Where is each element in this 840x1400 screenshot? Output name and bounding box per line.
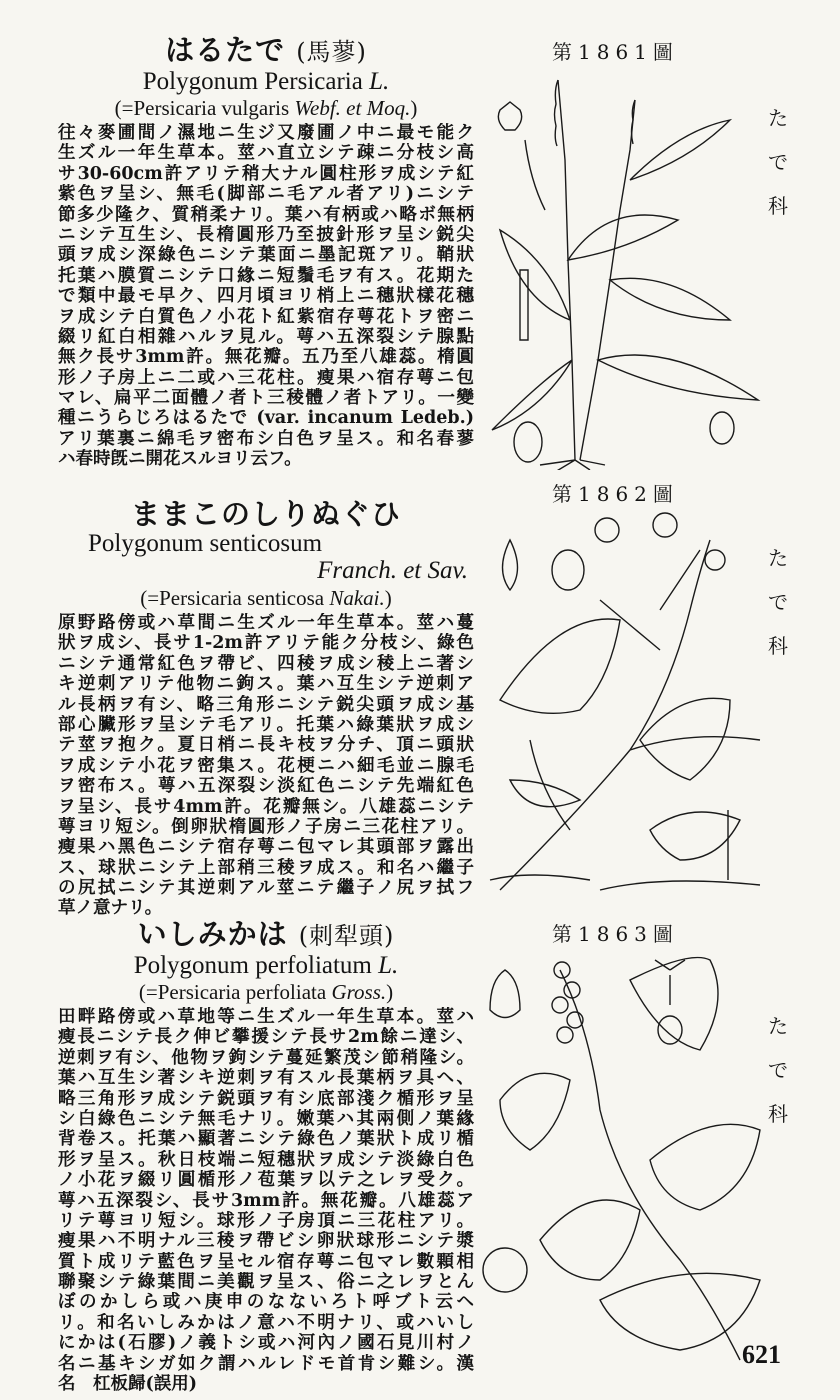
description-line: 萼ハ五深裂シ、長サ3mm許。無花瓣。八雄蕊ア [58,1190,474,1211]
description-line: キ逆刺アリテ他物ニ鉤ス。葉ハ互生シテ逆刺ア [58,674,474,695]
synonym-close: ) [384,586,392,610]
entry-title [58,34,474,68]
description-line: 部心臟形ヲ呈シテ毛アリ。托葉ハ綠葉狀ヲ成シ [58,714,474,735]
entry-description [58,613,474,919]
description-line: ス、球狀ニシテ上部稍三稜ヲ成ス。和名ハ繼子 [58,857,474,878]
title-kana: ままこのしりぬぐひ [130,497,401,531]
description-line: 瘦果ハ不明ナル三稜ヲ帶ビシ卵狀球形ニシテ漿 [58,1231,474,1252]
latin-author: L. [378,952,399,979]
latin-author: L. [369,68,390,95]
entry-ishimikawa [58,918,474,1394]
description-line: 草ノ意ナリ。 [58,898,163,919]
description-line: 無ク長サ3mm許。無花瓣。五乃至八雄蕊。楕圓 [58,347,474,368]
synonym-author: Gross. [331,980,387,1004]
description-line: 頭ヲ成シ深綠色ニシテ葉面ニ墨記斑アリ。鞘狀 [58,245,474,266]
description-line: シ白綠色ニシテ無毛ナリ。嫩葉ハ其兩側ノ葉緣 [58,1108,474,1129]
description-line: 葉ハ互生シ著シキ逆刺ヲ有スル長葉柄ヲ具ヘ、 [58,1068,474,1089]
description-line: 原野路傍或ハ草間ニ生ズル一年生草本。莖ハ蔓 [58,613,474,633]
family-label: たで科 [768,546,788,658]
description-line: 綴リ紅白相雜ハルヲ見ル。萼ハ五深裂シテ腺點 [58,326,474,347]
description-line: ニシテ互生シ、長楕圓形乃至披針形ヲ呈シ鋭尖 [58,224,474,245]
entry-harutade [58,34,474,470]
description-line: マレ、扁平二面體ノ者ト三稜體ノ者トアリ。一變 [58,388,474,409]
synonym-author: Nakai. [329,586,385,610]
entry-mamakonoshirinugui [58,498,474,919]
description-line: 瘦長ニシテ長ク伸ビ攀援シテ長サ2m餘ニ達シ、 [58,1027,474,1048]
description-line: 種ニうらじろはるたで (var. incanum Ledeb.) [58,408,474,429]
description-line: ぼのかしら或ハ庚申のなないろト呼ブト云ヘ [58,1292,474,1313]
synonym [58,95,474,121]
description-line: ル長柄ヲ有シ、略三角形ニシテ鋭尖頭ヲ成シ基 [58,694,474,715]
description-line: 萼ヨリ短シ。倒卵狀楕圓形ノ子房ニ三花柱アリ。 [58,816,474,837]
figure-label: 第1861圖 [552,40,679,64]
latin-name [58,530,474,557]
latin-name [58,68,474,95]
description-line: ヲ密布ス。萼ハ五深裂シ淡紅色ニシテ先端紅色 [58,776,474,797]
description-line: ノ小花ヲ綴リ圓楯形ノ苞葉ヲ以テ之レヲ受ク。 [58,1170,474,1191]
description-line: テ莖ヲ抱ク。夏日梢ニ長キ枝ヲ分チ、頂ニ頭狀 [58,735,474,756]
description-line: 往々麥圃間ノ濕地ニ生ジ又廢圃ノ中ニ最モ能ク [58,123,474,143]
entry-title [58,918,474,952]
illustration-ishimikawa [480,940,770,1370]
description-line: 狀ヲ成シ、長サ1-2m許アリテ能ク分枝シ、綠色 [58,633,474,654]
description-line: ヲ成シテ白質色ノ小花ト紅紫宿存萼花トヲ密ニ [58,306,474,327]
description-line: ヲ呈シ、長サ4mm許。花瓣無シ。八雄蕊ニシテ [58,796,474,817]
description-line: 形ヲ呈ス。秋日枝端ニ短穗狀ヲ成シテ淡綠白色 [58,1149,474,1170]
synonym-name: (=Persicaria senticosa [140,586,325,610]
figure-label: 第1863圖 [552,922,679,946]
title-kana: いしみかは [137,917,288,951]
flower-detail [498,102,521,130]
synonym-name: (=Persicaria vulgaris [114,96,290,120]
description-line: 名ニ基キシガ如ク謂ハルレドモ首肯シ難シ。漢 [58,1353,474,1374]
title-kana: はるたで [165,33,286,67]
description-line: の尻拭ニシテ其逆刺アル莖ニテ繼子ノ尻ヲ拭フ [58,878,474,899]
description-line: 背卷ス。托葉ハ顯著ニシテ綠色ノ葉狀ト成リ楯 [58,1129,474,1150]
entry-description [58,1007,474,1394]
description-line: 形ノ子房上ニ二或ハ三花柱。瘦果ハ宿存萼ニ包 [58,367,474,388]
description-line: にかは(石膠)ノ義トシ或ハ河內ノ國石見川村ノ [58,1333,474,1354]
synonym [58,585,474,611]
description-line: アリ葉裏ニ綿毛ヲ密布シ白色ヲ呈ス。和名春蓼 [58,428,474,449]
description-line: 節多少隆ク、質稍柔ナリ。葉ハ有柄或ハ略ボ無柄 [58,204,474,225]
synonym-close: ) [386,980,394,1004]
latin-author: Franch. et Sav. [317,557,468,584]
latin-binomial: Polygonum Persicaria [142,68,363,95]
description-line: ニシテ通常紅色ヲ帶ビ、四稜ヲ成シ稜上ニ著シ [58,653,474,674]
description-line: 瘦果ハ黑色ニシテ宿存萼ニ包マレ其頭部ヲ露出 [58,837,474,858]
illustration-mamakonoshirinugui [480,500,770,900]
synonym [58,979,474,1005]
family-label: たで科 [768,106,788,218]
entry-description [58,123,474,470]
figure-label: 第1862圖 [552,482,679,506]
description-line: 名 杠板歸(誤用) [58,1374,198,1395]
latin-binomial: Polygonum senticosum [88,530,323,557]
description-line: 逆刺ヲ有シ、他物ヲ鉤シテ蔓延繁茂シ節稍隆シ。 [58,1047,474,1068]
description-line: 生ズル一年生草本。莖ハ直立シテ疎ニ分枝シ高 [58,143,474,164]
latin-binomial: Polygonum perfoliatum [133,952,372,979]
title-kanji: (馬蓼) [296,38,367,66]
description-line: 質ト成リテ藍色ヲ呈セル宿存萼ニ包マレ數顆相 [58,1251,474,1272]
description-line: リテ萼ヨリ短シ。球形ノ子房頂ニ三花柱アリ。 [58,1210,474,1231]
illustration-harutade [480,60,770,470]
description-line: 略三角形ヲ成シテ鋭頭ヲ有シ底部淺ク楯形ヲ呈 [58,1088,474,1109]
title-kanji: (刺犁頭) [298,922,395,950]
description-line: 托葉ハ膜質ニシテ口緣ニ短鬚毛ヲ有ス。花期た [58,265,474,286]
description-line: ヲ成シテ小花ヲ密集ス。花梗ニハ細毛並ニ腺毛 [58,755,474,776]
family-label: たで科 [768,1014,788,1126]
description-line: 聯聚シテ綠葉間ニ美觀ヲ呈ス、俗ニ之レヲとん [58,1272,474,1293]
synonym-author: Webf. et Moq. [294,96,411,120]
description-line: 田畔路傍或ハ草地等ニ生ズル一年生草本。莖ハ [58,1007,474,1027]
latin-name [58,952,474,979]
synonym-name: (=Persicaria perfoliata [138,980,327,1004]
page-number: 621 [742,1340,781,1369]
description-line: サ30-60cm許アリテ稍大ナル圓柱形ヲ成シテ紅 [58,163,474,184]
description-line: ハ春時旣ニ開花スルヨリ云フ。 [58,449,302,470]
description-line: リ。和名いしみかはノ意ハ不明ナリ、或ハいし [58,1312,474,1333]
entry-title [58,498,474,530]
synonym-close: ) [410,96,418,120]
description-line: で類中最モ早ク、四月頃ヨリ梢上ニ穗狀樣花穗 [58,286,474,307]
description-line: 紫色ヲ呈シ、無毛(脚部ニ毛アル者アリ)ニシテ [58,184,474,205]
